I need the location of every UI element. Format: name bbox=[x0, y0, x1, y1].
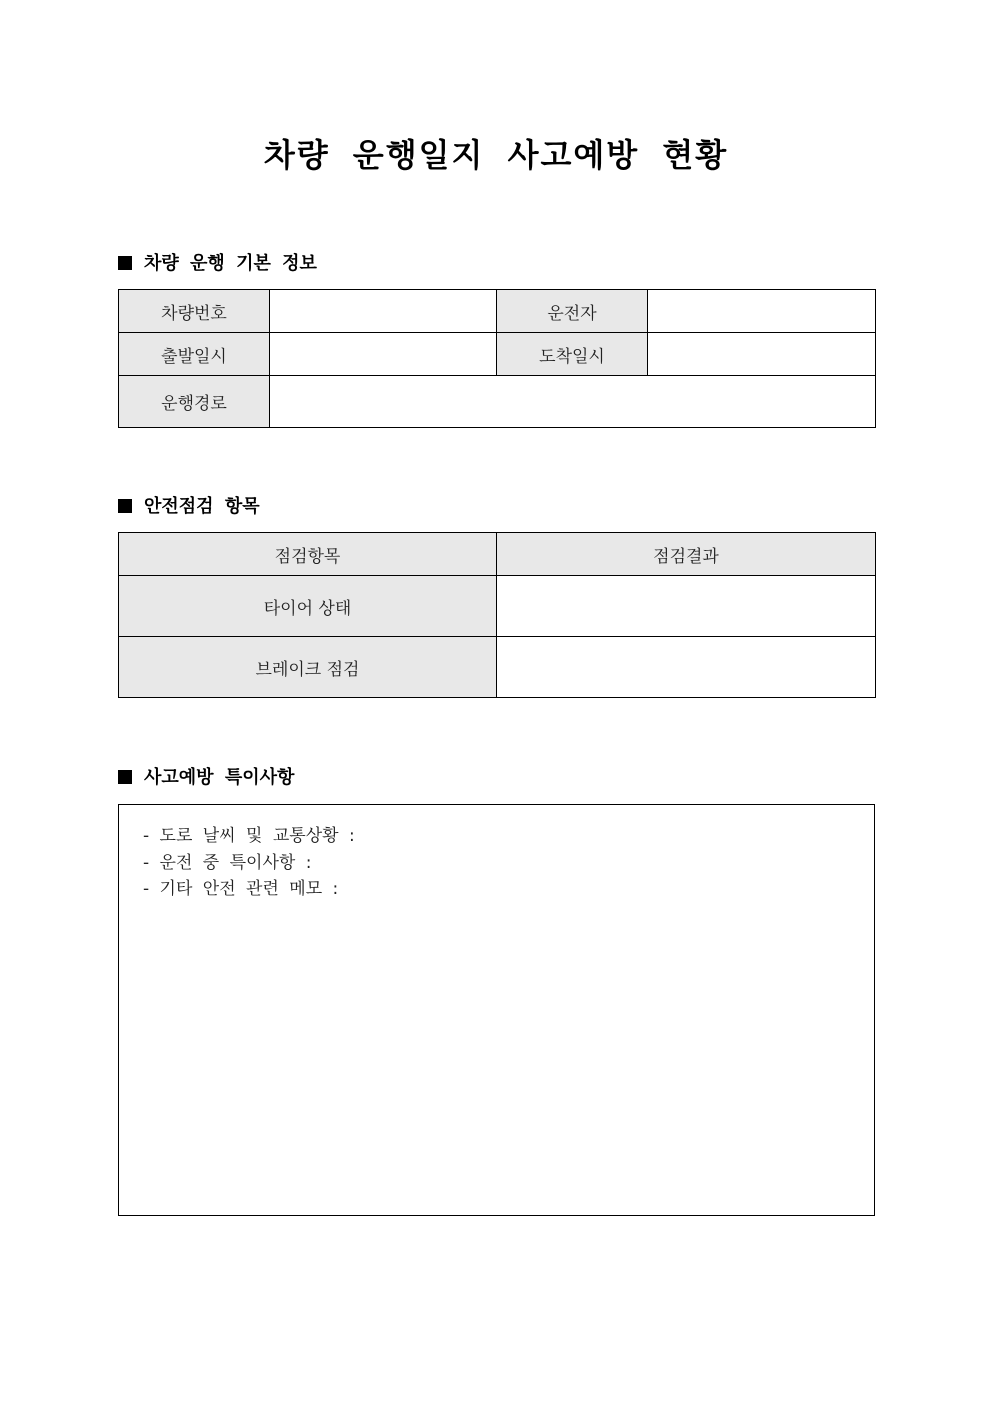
safety-check-table bbox=[118, 532, 876, 698]
table-row bbox=[119, 290, 876, 333]
section-heading-safety-check bbox=[118, 494, 260, 520]
driver-field[interactable] bbox=[648, 290, 876, 333]
table-row bbox=[119, 637, 876, 698]
section-heading-text: 사고예방 특이사항 bbox=[144, 767, 295, 788]
column-header-item: 점검항목 bbox=[119, 533, 497, 576]
vehicle-number-field[interactable] bbox=[270, 290, 497, 333]
list-item: - 도로 날씨 및 교통상황 : bbox=[143, 826, 355, 846]
departure-time-label: 출발일시 bbox=[119, 333, 270, 376]
route-field[interactable] bbox=[270, 376, 876, 428]
column-header-result: 점검결과 bbox=[497, 533, 876, 576]
check-result-brake-field[interactable] bbox=[497, 637, 876, 698]
notes-list bbox=[119, 805, 874, 903]
departure-time-field[interactable] bbox=[270, 333, 497, 376]
document-title: 차량 운행일지 사고예방 현황 bbox=[263, 136, 729, 174]
driver-label: 운전자 bbox=[497, 290, 648, 333]
arrival-time-label: 도착일시 bbox=[497, 333, 648, 376]
table-row bbox=[119, 376, 876, 428]
section-heading-text: 차량 운행 기본 정보 bbox=[144, 253, 317, 274]
table-header-row bbox=[119, 533, 876, 576]
check-result-tire-field[interactable] bbox=[497, 576, 876, 637]
section-heading-special-notes bbox=[118, 765, 294, 791]
section-heading-text: 안전점검 항목 bbox=[144, 496, 260, 517]
square-bullet-icon bbox=[118, 499, 132, 513]
arrival-time-field[interactable] bbox=[648, 333, 876, 376]
list-item: - 운전 중 특이사항 : bbox=[143, 852, 312, 873]
vehicle-number-label: 차량번호 bbox=[119, 290, 270, 333]
table-row bbox=[119, 333, 876, 376]
list-item: - 기타 안전 관련 메모 : bbox=[143, 879, 339, 899]
table-row bbox=[119, 576, 876, 637]
special-notes-box[interactable] bbox=[118, 804, 875, 1216]
vehicle-info-table bbox=[118, 289, 876, 428]
section-heading-basic-info bbox=[118, 251, 317, 277]
check-item-brake: 브레이크 점검 bbox=[119, 637, 497, 698]
square-bullet-icon bbox=[118, 770, 132, 784]
check-item-tire: 타이어 상태 bbox=[119, 576, 497, 637]
square-bullet-icon bbox=[118, 256, 132, 270]
route-label: 운행경로 bbox=[119, 376, 270, 428]
